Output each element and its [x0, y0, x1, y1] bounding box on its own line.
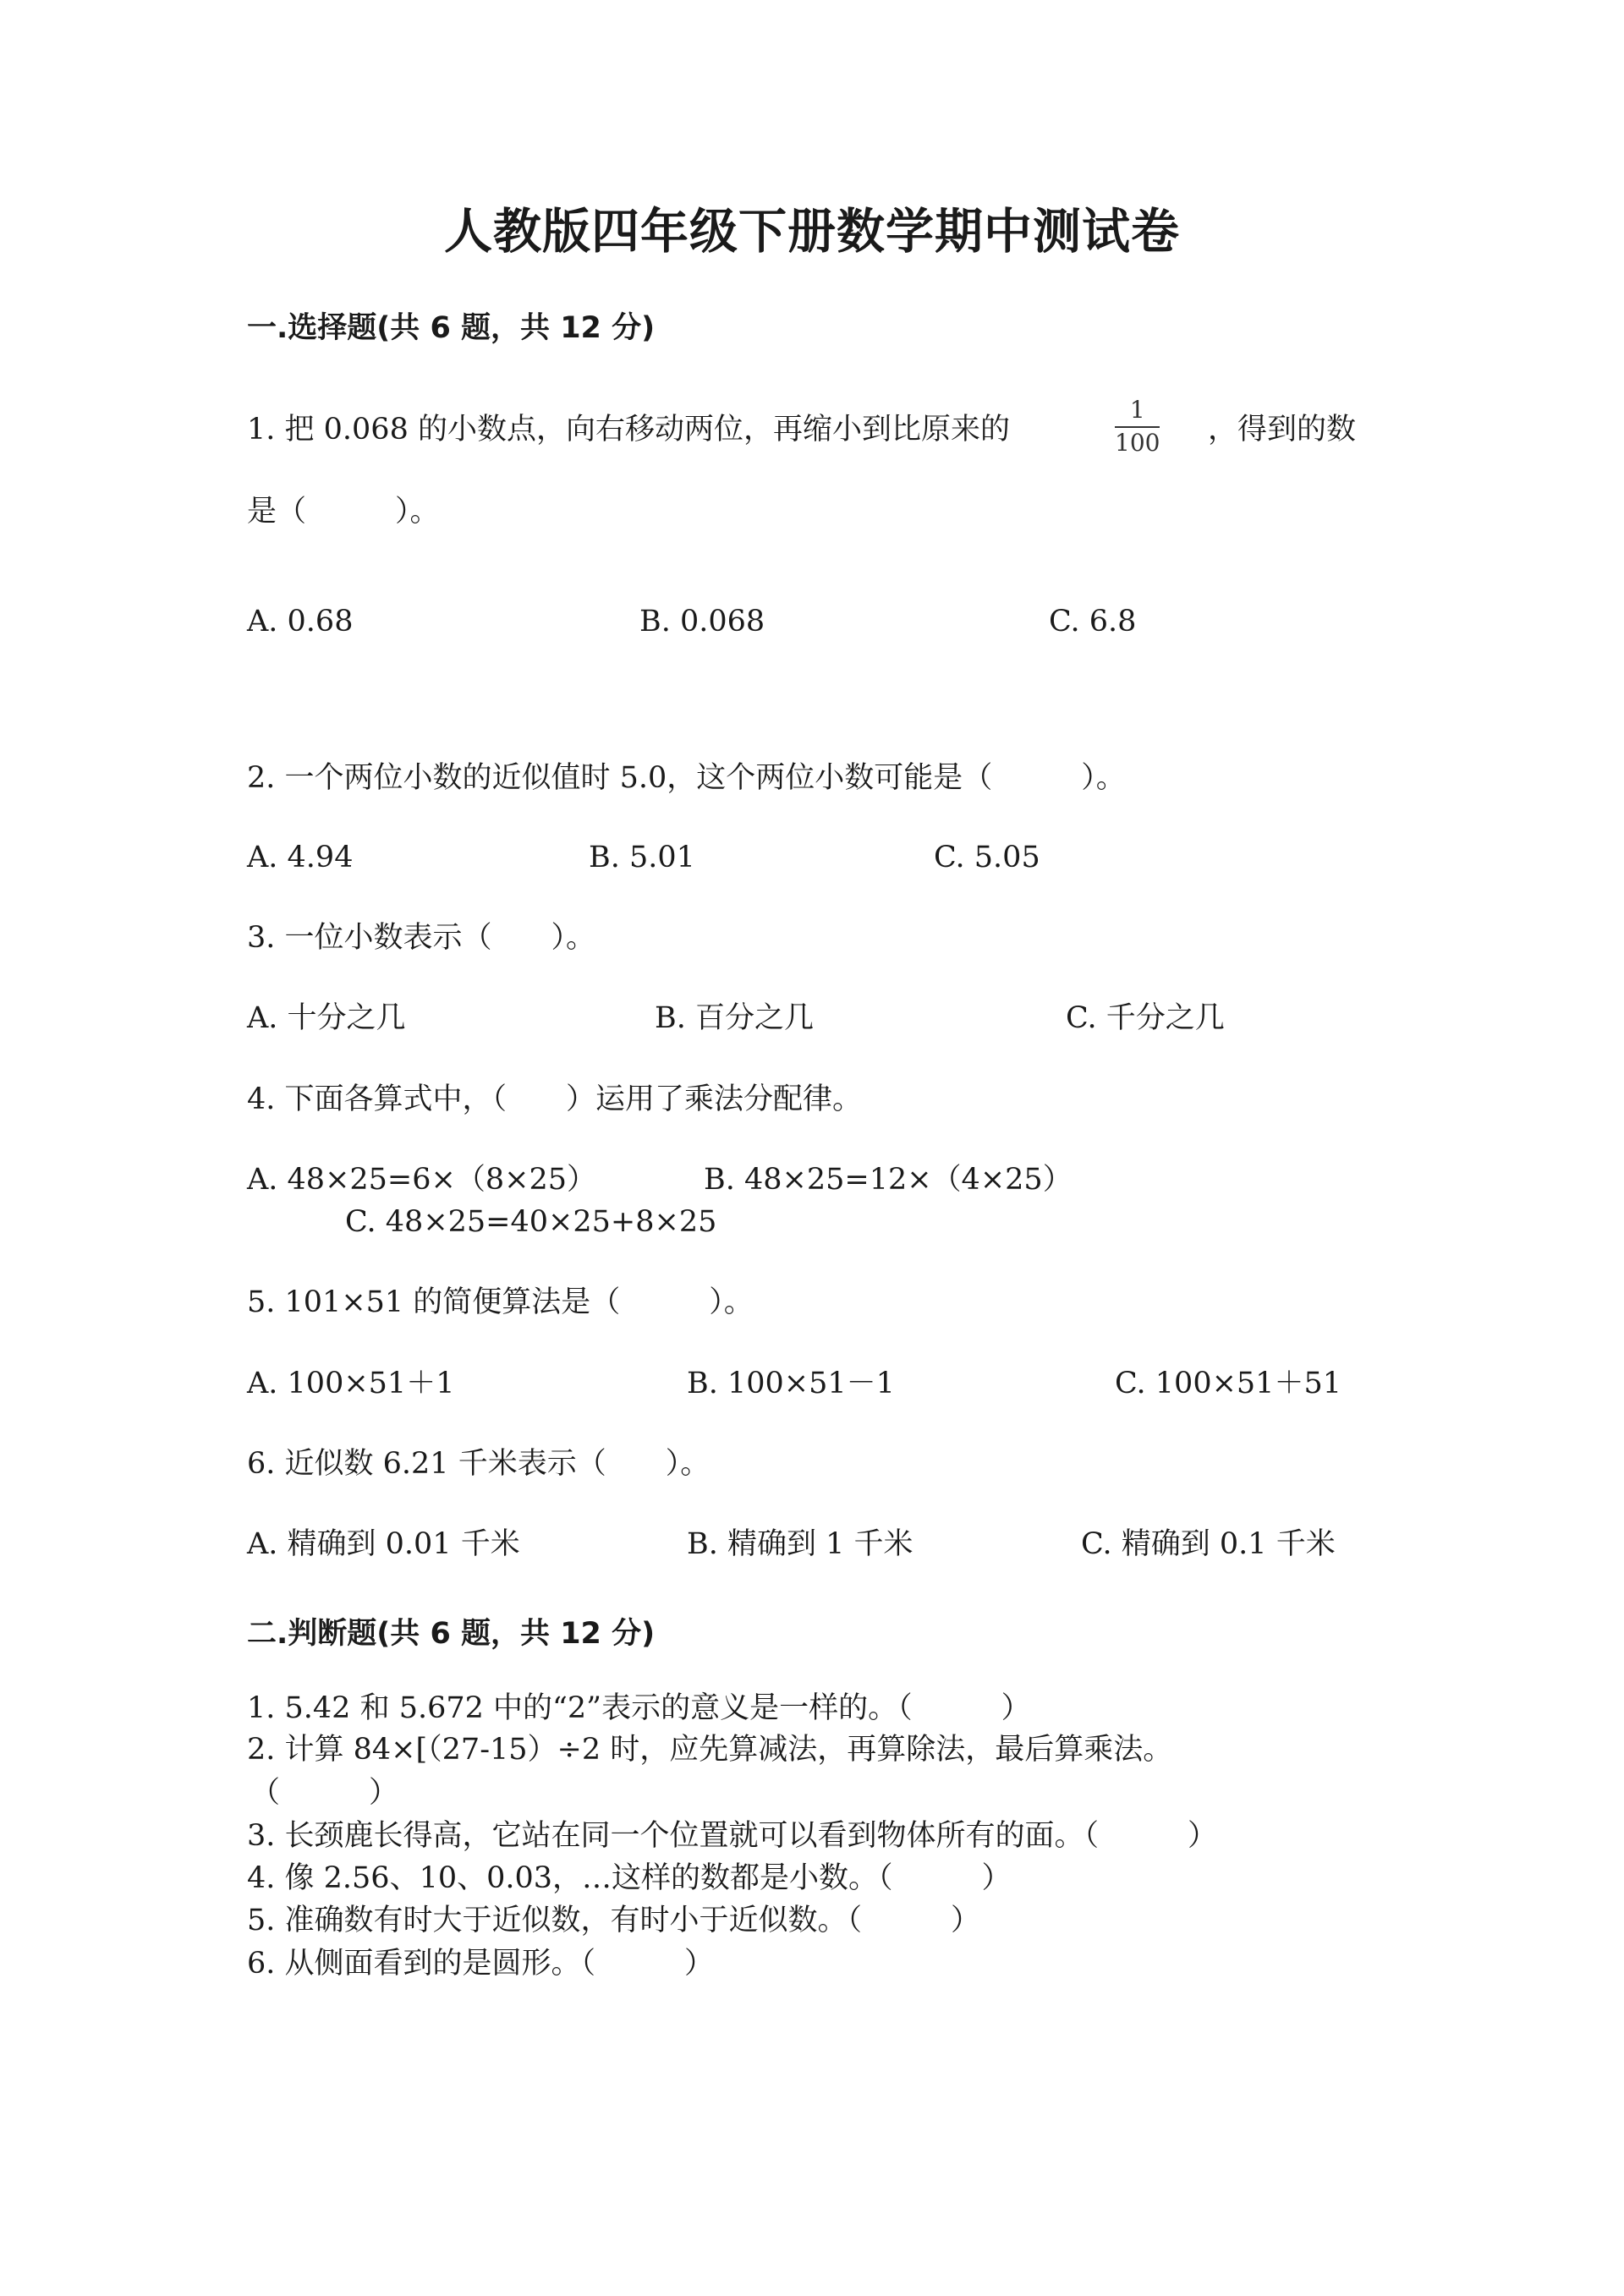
question-6-option-c: C. 精确到 0.1 千米 [1081, 1527, 1336, 1561]
question-5-text: 5. 101×51 的简便算法是（ ）。 [247, 1285, 754, 1319]
question-3-option-b: B. 百分之几 [655, 1001, 814, 1035]
question-6-text: 6. 近似数 6.21 千米表示（ ）。 [247, 1447, 710, 1481]
question-4-option-b: B. 48×25=12×（4×25） [704, 1163, 1073, 1197]
question-1-option-a: A. 0.68 [247, 605, 354, 638]
question-2-option-b: B. 5.01 [589, 841, 695, 874]
judgment-item-5: 5. 准确数有时大于近似数，有时小于近似数。（ ） [247, 1904, 981, 1937]
question-5-option-b: B. 100×51－1 [687, 1367, 895, 1400]
question-3-option-a: A. 十分之几 [247, 1001, 406, 1035]
question-4-option-c: C. 48×25=40×25+8×25 [345, 1205, 717, 1239]
judgment-item-3: 3. 长颈鹿长得高，它站在同一个位置就可以看到物体所有的面。（ ） [247, 1819, 1218, 1853]
question-6-option-b: B. 精确到 1 千米 [687, 1527, 914, 1561]
question-1-option-c: C. 6.8 [1049, 605, 1137, 638]
question-2-option-c: C. 5.05 [934, 841, 1040, 874]
judgment-item-2-blank: （ ） [250, 1776, 399, 1810]
fraction-numerator: 1 [1115, 397, 1160, 428]
question-6-option-a: A. 精确到 0.01 千米 [247, 1527, 520, 1561]
question-1-text-end: ，得到的数 [1208, 413, 1357, 447]
question-3-option-c: C. 千分之几 [1066, 1001, 1225, 1035]
question-4-text: 4. 下面各算式中，（ ）运用了乘法分配律。 [247, 1082, 863, 1116]
page-title: 人教版四年级下册数学期中测试卷 [444, 204, 1180, 260]
fraction-denominator: 100 [1115, 428, 1160, 457]
question-1-text: 1. 把 0.068 的小数点，向右移动两位，再缩小到比原来的 [247, 413, 1010, 447]
question-5-option-c: C. 100×51＋51 [1115, 1367, 1341, 1400]
section-heading-judgment: 二.判断题(共 6 题，共 12 分) [247, 1617, 656, 1651]
question-2-option-a: A. 4.94 [247, 841, 354, 874]
judgment-item-6: 6. 从侧面看到的是圆形。（ ） [247, 1947, 715, 1981]
question-1-text-line2: 是（ ）。 [247, 495, 440, 529]
fraction-one-hundredth [1115, 397, 1160, 457]
judgment-item-1: 1. 5.42 和 5.672 中的“2”表示的意义是一样的。（ ） [247, 1691, 1031, 1725]
question-3-text: 3. 一位小数表示（ ）。 [247, 921, 596, 955]
question-4-option-a: A. 48×25=6×（8×25） [247, 1163, 596, 1197]
judgment-item-2: 2. 计算 84×[（27-15）÷2 时，应先算减法，再算除法，最后算乘法。 [247, 1733, 1173, 1767]
question-5-option-a: A. 100×51＋1 [247, 1367, 455, 1400]
question-1-option-b: B. 0.068 [639, 605, 765, 638]
section-heading-choice: 一.选择题(共 6 题，共 12 分) [247, 311, 656, 345]
judgment-item-4: 4. 像 2.56、10、0.03，…这样的数都是小数。（ ） [247, 1861, 1012, 1895]
question-2-text: 2. 一个两位小数的近似值时 5.0，这个两位小数可能是（ ）。 [247, 761, 1126, 795]
